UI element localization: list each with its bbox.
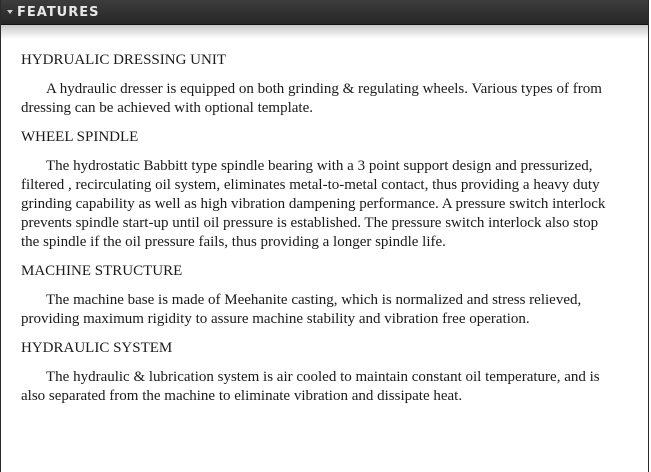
section-text: The hydraulic & lubrication system is air cooled to maintain constant oil temperature, and is also separated from the machine to eliminate vibration and dissipate heat. [21,369,600,404]
section-heading: HYDRAULIC SYSTEM [21,340,173,356]
section-text: The hydrostatic Babbitt type spindle bearing with a 3 point support design and pressurized, filtered , recirculating oil system, eliminates metal-to-metal contact, thus providing a heavy duty grinding capability as well as high vibration dampening performance. A pressure switch interlock prevents spindle start-up until oil pressure is established. The pressure switch interlock also stop the spindle if the oil pressure fails, thus providing a longer spindle life. [21,158,606,250]
section-heading: MACHINE STRUCTURE [21,263,183,279]
panel-header[interactable] [1,0,648,25]
features-content [21,51,614,416]
section-hydraulic-dressing-unit [21,51,614,118]
panel-title: FEATURES [17,4,100,20]
section-heading: WHEEL SPINDLE [21,129,139,145]
section-text: The machine base is made of Meehanite casting, which is normalized and stress relieved, providing maximum rigidity to assure machine stability and vibration free operation. [21,292,582,327]
section-text: A hydraulic dresser is equipped on both grinding & regulating wheels. Various types of from dressing can be achieved with optional template. [21,81,602,116]
section-heading: HYDRUALIC DRESSING UNIT [21,52,226,68]
section-wheel-spindle [21,128,614,252]
section-hydraulic-system [21,339,614,406]
header-shadow [1,25,648,39]
section-machine-structure [21,262,614,329]
chevron-down-icon[interactable] [7,10,13,14]
